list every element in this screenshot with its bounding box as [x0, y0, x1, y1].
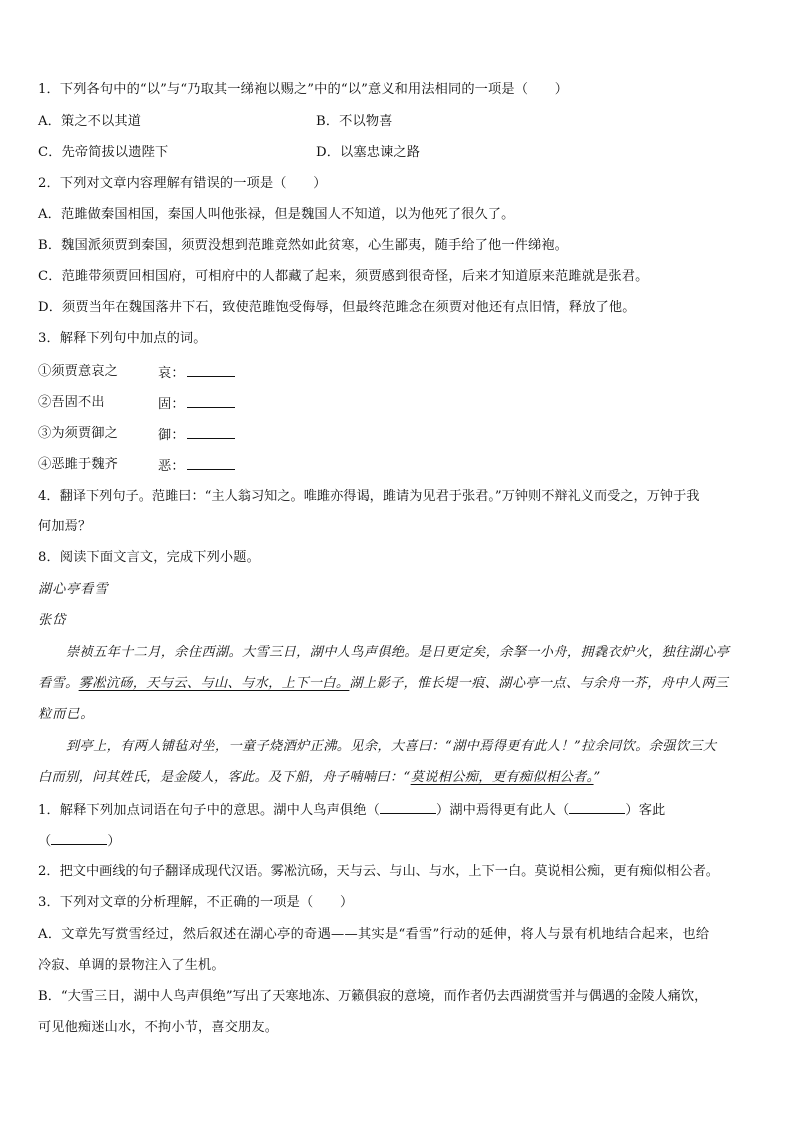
passage-text: ”: [593, 770, 601, 785]
answer-blank[interactable]: [187, 424, 235, 439]
q1-options-row1: [38, 112, 758, 132]
underlined-sentence-1: 雾凇沆砀，天与云、与山、与水，上下一白。: [78, 676, 350, 691]
passage-p1-line3: 粒而已。: [38, 707, 95, 722]
q1-option-d: D．以塞忠谏之路: [316, 145, 421, 160]
q2-option-b: B．魏国派须贾到秦国，须贾没想到范雎竟然如此贫寒，心生鄙夷，随手给了他一件绨袍。: [38, 238, 568, 253]
answer-blank[interactable]: [569, 799, 625, 814]
q2-option-d: D．须贾当年在魏国落井下石，致使范雎饱受侮辱，但最终范雎念在须贾对他还有点旧情，释放了他。: [38, 300, 636, 315]
q1-option-b: B．不以物喜: [316, 114, 393, 129]
passage-p2-line1: 到亭上，有两人铺毡对坐，一童子烧酒炉正沸。见余，大喜曰：“湖中焉得更有此人！”拉余同饮。余强饮三大: [66, 739, 717, 754]
s1-text: ）: [107, 834, 121, 849]
q3-item: [38, 362, 758, 382]
passage-text: 看雪。: [38, 676, 79, 691]
s3-option-a-line2: 冷寂、单调的景物注入了生机。: [38, 958, 225, 973]
q1-options-row2: [38, 143, 758, 163]
answer-blank[interactable]: [187, 393, 235, 408]
q4-line1: 4．翻译下列句子。范雎曰：“主人翁习知之。唯雎亦得谒，雎请为见君于张君。”万钟则不辩礼义而受之，万钟于我: [38, 489, 700, 504]
passage-author: 张岱: [38, 613, 67, 628]
underlined-sentence-2: 莫说相公痴，更有痴似相公者。: [410, 770, 594, 785]
q3-item: [38, 455, 758, 475]
q3-item-word: 御：: [158, 424, 235, 446]
s3-option-b-line2: 可见他痴迷山水，不拘小节，喜交朋友。: [38, 1020, 279, 1035]
s1-text: 1．解释下列加点词语在句子中的意思。湖中人鸟声俱绝（: [38, 803, 380, 818]
q2-option-a: A．范雎做秦国相国，秦国人叫他张禄，但是魏国人不知道，以为他死了很久了。: [38, 207, 515, 222]
answer-blank[interactable]: [380, 799, 436, 814]
q3-item-sentence: ④恶雎于魏齐: [38, 457, 119, 472]
q1-stem: 1．下列各句中的“以”与“乃取其一绨袍以赐之”中的“以”意义和用法相同的一项是（ ）: [38, 82, 569, 97]
s1-text: ）客此: [625, 803, 666, 818]
s1-text: （: [38, 834, 52, 849]
q2-stem: 2．下列对文章内容理解有错误的一项是（ ）: [38, 176, 327, 191]
q1-option-a: A．策之不以其道: [38, 114, 142, 129]
passage-p1-line2: [38, 674, 758, 694]
s3-option-b-line1: B．“大雪三日，湖中人鸟声俱绝”写出了天寒地冻、万籁俱寂的意境，而作者仍去西湖赏雪并与偶遇的金陵人痛饮，: [38, 989, 708, 1004]
q3-item: [38, 424, 758, 444]
q2-option-c: C．范雎带须贾回相国府，可相府中的人都藏了起来，须贾感到很奇怪，后来才知道原来范雎就是张君。: [38, 269, 649, 284]
q3-stem: 3．解释下列句中加点的词。: [38, 331, 207, 346]
passage-text: 白而别，问其姓氏，是金陵人，客此。及下船，舟子喃喃曰：“: [38, 770, 411, 785]
answer-blank[interactable]: [51, 830, 107, 845]
s1-line1: [38, 799, 758, 821]
q3-item-word: 固：: [158, 393, 235, 415]
s1-line2: [38, 830, 758, 852]
q3-item-sentence: ②吾固不出: [38, 395, 105, 410]
answer-blank[interactable]: [187, 362, 235, 377]
s1-text: ）湖中焉得更有此人（: [435, 803, 570, 818]
s2-stem: 2．把文中画线的句子翻译成现代汉语。雾凇沆砀，天与云、与山、与水，上下一白。莫说相公痴，更有痴似相公者。: [38, 864, 719, 879]
q3-item: [38, 393, 758, 413]
q4-line2: 何加焉？: [38, 519, 92, 534]
q3-item-sentence: ①须贾意哀之: [38, 364, 119, 379]
passage-p1-line1: 崇祯五年十二月，余住西湖。大雪三日，湖中人鸟声俱绝。是日更定矣，余拏一小舟，拥毳衣炉火，独往湖心亭: [66, 645, 730, 660]
answer-blank[interactable]: [187, 455, 235, 470]
s3-stem: 3．下列对文章的分析理解，不正确的一项是（ ）: [38, 895, 354, 910]
q3-item-word: 哀：: [158, 362, 235, 384]
q3-item-sentence: ③为须贾御之: [38, 426, 119, 441]
q8-stem: 8．阅读下面文言文，完成下列小题。: [38, 550, 260, 565]
passage-title: 湖心亭看雪: [38, 582, 109, 597]
q1-option-c: C．先帝简拔以遗陛下: [38, 145, 169, 160]
passage-text: 湖上影子，惟长堤一痕、湖心亭一点、与余舟一芥，舟中人两三: [349, 676, 729, 691]
q3-item-word: 恶：: [158, 455, 235, 477]
passage-p2-line2: [38, 768, 758, 788]
s3-option-a-line1: A．文章先写赏雪经过，然后叙述在湖心亭的奇遇——其实是“看雪”行动的延伸，将人与景有机地结合起来，也给: [38, 927, 710, 942]
